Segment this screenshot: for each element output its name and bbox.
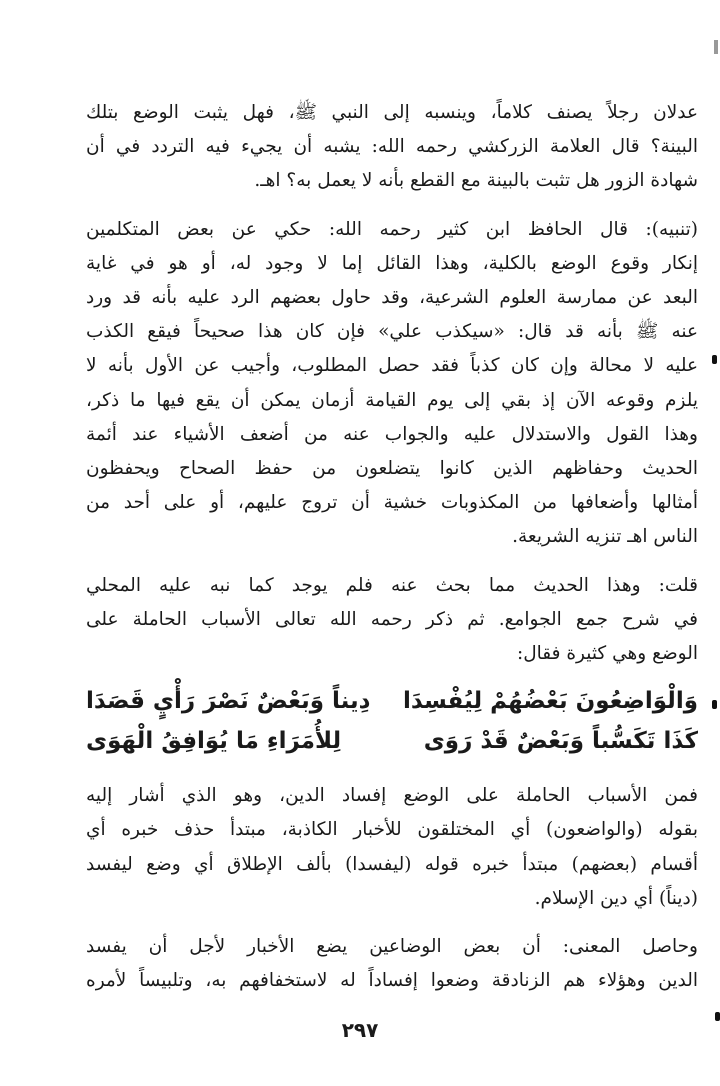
text-line: الدين وهؤلاء هم الزنادقة وضعوا إفساداً له لاستخفافهم به، وتلبيساً لأمره — [86, 970, 698, 992]
verse-row — [86, 721, 698, 761]
text-line: الناس اهـ تنزيه الشريعة. — [512, 526, 698, 548]
page-body — [86, 96, 698, 998]
text-line: (ديناً) أي دين الإسلام. — [534, 887, 698, 909]
text-line: عنه ﷺ بأنه قد قال: «سيكذب علي» فإن كان هذا صحيحاً فيقع الكذب — [86, 321, 698, 343]
verse-row — [86, 681, 698, 721]
verse-gap — [86, 761, 698, 779]
text-line: وهذا القول والاستدلال عليه والجواب عنه من أضعف الأشياء عند أئمة — [86, 423, 698, 445]
verse-first-hemistich: كَذَا تَكَسُّباً وَبَعْضٌ قَدْ رَوَى — [423, 728, 698, 755]
verse-gap — [86, 671, 698, 681]
paragraph-gap — [86, 199, 698, 213]
text-line: بقوله (والواضعون) أي المختلقون للأخبار الكاذبة، مبتدأ حذف خبره أي — [86, 819, 698, 841]
verse-first-hemistich: وَالْوَاضِعُونَ بَعْضُهُمْ لِيُفْسِدَا — [402, 688, 698, 715]
verse-second-hemistich: لِلأُمَرَاءِ مَا يُوَافِقُ الْهَوَى — [86, 728, 342, 755]
text-line: أمثالها وأضعافها من المكذوبات خشية أن تروج عليهم، أو على أحد من — [86, 492, 698, 514]
text-line: البينة؟ قال العلامة الزركشي رحمه الله: يشبه أن يجيء فيه التردد في أن — [86, 136, 698, 158]
text-line: وحاصل المعنى: أن بعض الوضاعين يضع الأخبار لأجل أن يفسد — [86, 936, 698, 958]
text-line: إنكار وقوع الوضع بالكلية، وهذا القائل إما لا وجود له، أو هو في غاية — [86, 252, 698, 274]
text-line: فمن الأسباب الحاملة على الوضع إفساد الدين، وهو الذي أشار إليه — [86, 785, 698, 807]
text-line: شهادة الزور هل تثبت بالبينة مع القطع بأنه لا يعمل به؟ اهـ. — [254, 170, 698, 192]
text-line: الوضع وهي كثيرة فقال: — [516, 643, 698, 665]
scan-edge-mark — [714, 40, 718, 54]
text-line: البعد عن ممارسة العلوم الشرعية، وقد حاول بعضهم الرد عليه بأنه قد ورد — [86, 287, 698, 309]
text-line: عدلان رجلاً يصنف كلاماً، وينسبه إلى النبي ﷺ، فهل يثبت الوضع بتلك — [86, 102, 698, 123]
paragraph-explanation — [86, 779, 698, 916]
paragraph-gap — [86, 916, 698, 930]
margin-mark — [712, 355, 717, 364]
text-line: الحديث وحفاظهم الذين كانوا يتضلعون من حفظ الصحاح ويحفظون — [86, 458, 698, 480]
text-line: أقسام (بعضهم) مبتدأ خبره قوله (ليفسدا) بألف الإطلاق أي وضع ليفسد — [86, 853, 698, 875]
margin-mark — [715, 1012, 720, 1021]
paragraph-tanbih — [86, 213, 698, 555]
text-line: (تنبيه): قال الحافظ ابن كثير رحمه الله: حكي عن بعض المتكلمين — [86, 218, 698, 240]
paragraph-gap — [86, 555, 698, 569]
paragraph-qultu — [86, 569, 698, 672]
text-line: قلت: وهذا الحديث مما بحث عنه فلم يوجد كما نبه عليه المحلي — [86, 574, 698, 596]
verse-second-hemistich: دِيناً وَبَعْضٌ نَصْرَ رَأْيٍ قَصَدَا — [86, 688, 371, 715]
paragraph-summary — [86, 930, 698, 998]
text-line: يلزم وقوعه الآن إذ بقي إلى يوم القيامة أزمان يمكن أن يقع فيها ما ذكر، — [86, 389, 698, 411]
poem-verses — [86, 681, 698, 761]
text-line: عليه لا محالة وإن كان كذباً فقد حصل المطلوب، وأجيب عن الأول بأنه لا — [86, 355, 698, 377]
paragraph-zarkashi — [86, 96, 698, 199]
margin-mark — [712, 700, 717, 709]
text-line: في شرح جمع الجوامع. ثم ذكر رحمه الله تعالى الأسباب الحاملة على — [86, 608, 698, 630]
page-number: ٢٩٧ — [341, 1018, 379, 1042]
